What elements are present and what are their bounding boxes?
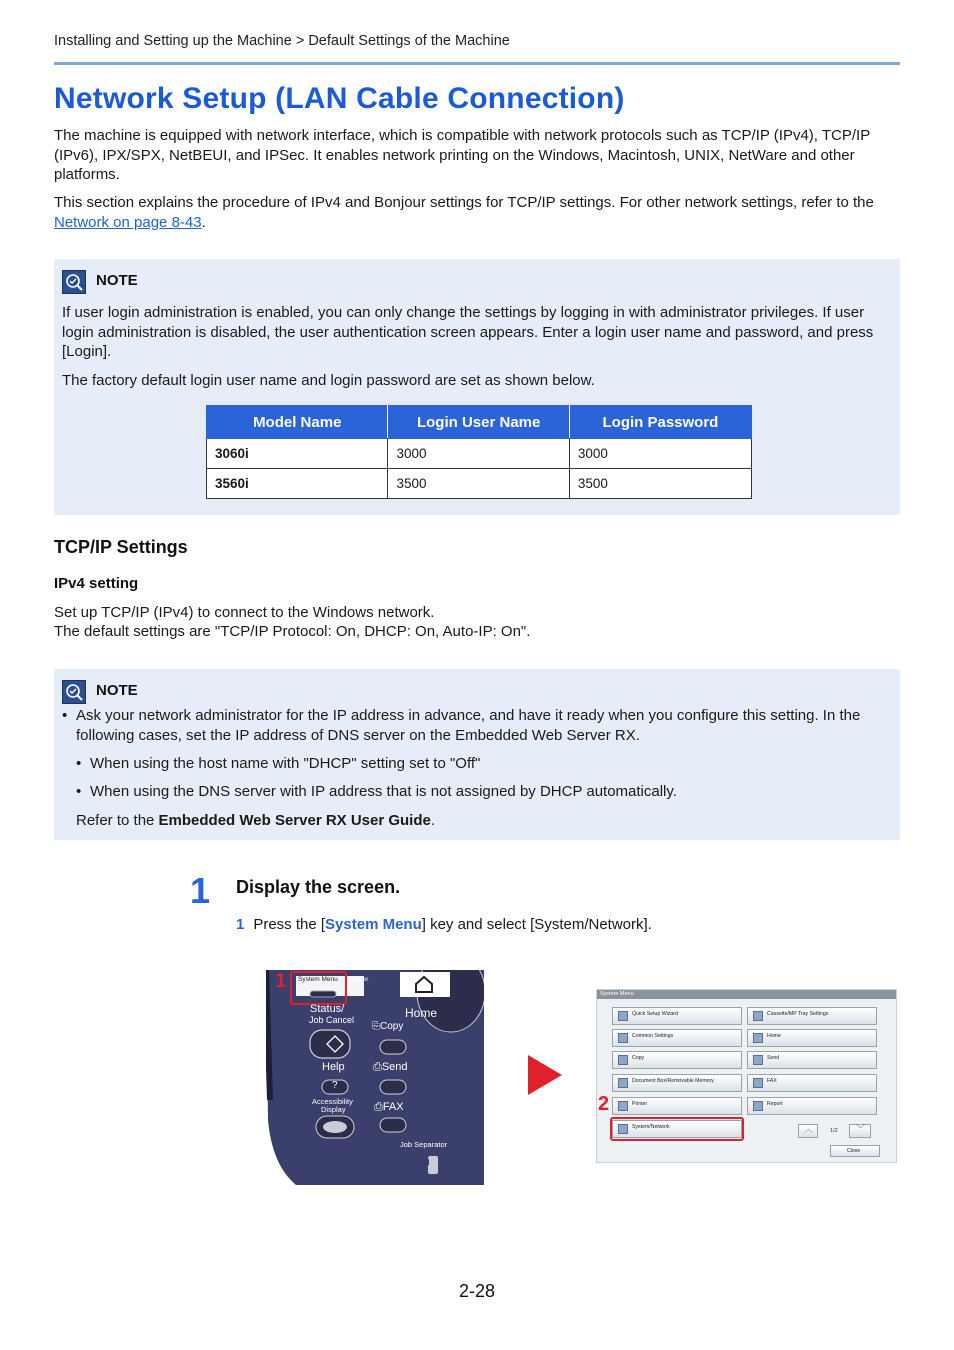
ipv4-line-1: Set up TCP/IP (IPv4) to connect to the Windows network. <box>54 604 435 621</box>
next-arrow-icon <box>528 1055 562 1100</box>
section-heading: TCP/IP Settings <box>54 537 188 557</box>
table-header: Model Name <box>207 406 388 439</box>
fax-icon: ⎙ <box>374 1101 383 1113</box>
screen-button-label: Send <box>767 1055 780 1061</box>
intro-paragraph-1: The machine is equipped with network interface, which is compatible with network protocols such as TCP/IP (IPv4), TCP/IP (IPv6), IPX/SPX, NetBEUI, and IPSec. It enables network printing on the Windows, Macintosh, UNIX, NetWare and other platforms. <box>54 127 870 183</box>
bullet-mark: • <box>76 783 82 800</box>
fax-icon <box>753 1078 763 1088</box>
screen-button-label: Report <box>767 1101 783 1107</box>
callout-2: 2 <box>598 1093 610 1115</box>
page-number: 2-28 <box>459 1281 496 1301</box>
system-network-highlight <box>610 1117 744 1141</box>
callout-1: 1 <box>275 970 287 992</box>
bullet-mark: • <box>62 707 68 724</box>
substep <box>236 916 652 933</box>
note-icon <box>62 680 86 704</box>
substep-text: Press the [ <box>253 916 326 933</box>
report-icon <box>753 1101 763 1111</box>
table-header-row <box>207 406 752 439</box>
settings-icon <box>618 1033 628 1043</box>
note-sub-bullet: When using the host name with "DHCP" setting set to "Off" <box>90 755 481 772</box>
home-icon <box>753 1033 763 1043</box>
table-cell: 3000 <box>388 439 569 469</box>
table-row <box>207 469 752 499</box>
table-cell: 3060i <box>207 439 388 469</box>
screen-button-label: FAX <box>767 1078 777 1084</box>
refer-period: . <box>430 812 436 829</box>
screen-button-cassette[interactable] <box>747 1007 877 1025</box>
close-button-label: Close <box>847 1148 861 1154</box>
close-button[interactable] <box>830 1145 880 1157</box>
send-text: Send <box>381 1061 408 1073</box>
copy-text: Copy <box>380 1021 404 1032</box>
job-separator-label: Job Separator <box>400 1140 448 1149</box>
screen-title: System Menu <box>597 990 896 999</box>
screen-button-home[interactable] <box>747 1029 877 1047</box>
screen-button-send[interactable] <box>747 1051 877 1069</box>
note-box-login <box>54 259 900 515</box>
screen-button-label: Common Settings <box>632 1033 674 1039</box>
bullet-mark: • <box>76 755 82 772</box>
screen-button-document-box[interactable] <box>612 1074 742 1092</box>
page-title: Network Setup (LAN Cable Connection) <box>54 82 625 115</box>
fax-text: FAX <box>382 1101 404 1113</box>
table-header: Login Password <box>569 406 751 439</box>
wizard-icon <box>618 1011 628 1021</box>
step-number: 1 <box>190 870 211 911</box>
intro-paragraph-2 <box>54 193 900 232</box>
note-refer <box>76 811 888 831</box>
screen-button-quick-setup[interactable] <box>612 1007 742 1025</box>
note-box-ip <box>54 669 900 840</box>
accessibility-label: Accessibility <box>312 1097 353 1106</box>
step-title: Display the screen. <box>236 877 401 897</box>
help-icon[interactable]: ? <box>332 1080 338 1091</box>
status-label: Status/ <box>310 1003 345 1015</box>
copy-label <box>372 1021 403 1032</box>
intro-text: This section explains the procedure of IPv4 and Bonjour settings for TCP/IP settings. For other network settings, refer to the <box>54 194 874 211</box>
counter-label: ounter <box>350 976 369 983</box>
note-icon <box>62 270 86 294</box>
header-rule <box>54 62 900 65</box>
intro-period: . <box>201 213 206 231</box>
sub-heading: IPv4 setting <box>54 575 139 592</box>
copy-icon: ⎘ <box>372 1021 380 1032</box>
screen-button-report[interactable] <box>747 1097 877 1115</box>
refer-guide: Embedded Web Server RX User Guide <box>158 812 431 829</box>
system-menu-key: System Menu <box>325 916 422 933</box>
screen-button-copy[interactable] <box>612 1051 742 1069</box>
table-row <box>207 439 752 469</box>
note-ip-text: Ask your network administrator for the IP address in advance, and have it ready when you configure this setting. In the following cases, set the IP address of DNS server on the Embedded Web Server RX. <box>76 707 861 744</box>
send-icon <box>753 1055 763 1065</box>
chevron-up-icon: ︿ <box>804 1124 814 1134</box>
fax-label <box>374 1101 404 1114</box>
display-label: Display <box>321 1105 346 1114</box>
table-cell: 3500 <box>569 469 751 499</box>
table-header: Login User Name <box>388 406 569 439</box>
substep-number: 1 <box>236 916 245 933</box>
table-cell: 3000 <box>569 439 751 469</box>
system-menu-key-label[interactable]: System Menu <box>298 976 338 983</box>
breadcrumb: Installing and Setting up the Machine > Default Settings of the Machine <box>54 33 510 49</box>
screen-button-common[interactable] <box>612 1029 742 1047</box>
copy-icon <box>618 1055 628 1065</box>
operation-panel-image <box>266 970 484 1185</box>
note-label: NOTE <box>96 272 138 289</box>
screen-button-printer[interactable] <box>612 1097 742 1115</box>
screen-button-label: Home <box>767 1033 781 1039</box>
cassette-icon <box>753 1011 763 1021</box>
send-icon: ⎙ <box>373 1061 382 1073</box>
screen-button-label: Printer <box>632 1101 648 1107</box>
screen-button-label: Document Box/Removable Memory <box>632 1078 714 1084</box>
screen-button-label: Cassette/MP Tray Settings <box>767 1011 829 1017</box>
home-label: Home <box>405 1006 438 1020</box>
screen-button-label: System/Network <box>632 1124 670 1130</box>
table-cell: 3560i <box>207 469 388 499</box>
substep-text: ] key and select [System/Network]. <box>421 916 652 933</box>
folder-icon <box>618 1078 628 1088</box>
page-up-button[interactable] <box>798 1124 818 1138</box>
note-login-text: If user login administration is enabled, you can only change the settings by logging in with administrator privileges. If user login administration is disabled, the user authentication screen appears. Enter a login user name and password, and press [Login]. <box>62 304 874 360</box>
table-cell: 3500 <box>388 469 569 499</box>
chevron-down-icon: ﹀ <box>856 1124 866 1134</box>
login-table <box>206 405 752 499</box>
job-cancel-label: Job Cancel <box>309 1015 355 1025</box>
page-indicator: 1/2 <box>830 1128 838 1134</box>
screen-button-label: Quick Setup Wizard <box>632 1011 678 1017</box>
printer-icon <box>618 1101 628 1111</box>
send-label <box>373 1061 408 1074</box>
note-sub-bullet: When using the DNS server with IP address that is not assigned by DHCP automatically. <box>90 783 677 800</box>
ipv4-line-2: The default settings are "TCP/IP Protocol: On, DHCP: On, Auto-IP: On". <box>54 623 531 640</box>
note-label: NOTE <box>96 682 138 699</box>
help-label: Help <box>322 1061 345 1073</box>
page-down-button[interactable] <box>849 1124 871 1138</box>
network-page-link[interactable]: Network on page 8-43 <box>54 213 202 231</box>
refer-text: Refer to the <box>76 812 159 829</box>
system-menu-screen-image <box>596 989 897 1163</box>
screen-button-fax[interactable] <box>747 1074 877 1092</box>
note-default-text: The factory default login user name and login password are set as shown below. <box>62 372 595 389</box>
screen-button-label: Copy <box>632 1055 645 1061</box>
